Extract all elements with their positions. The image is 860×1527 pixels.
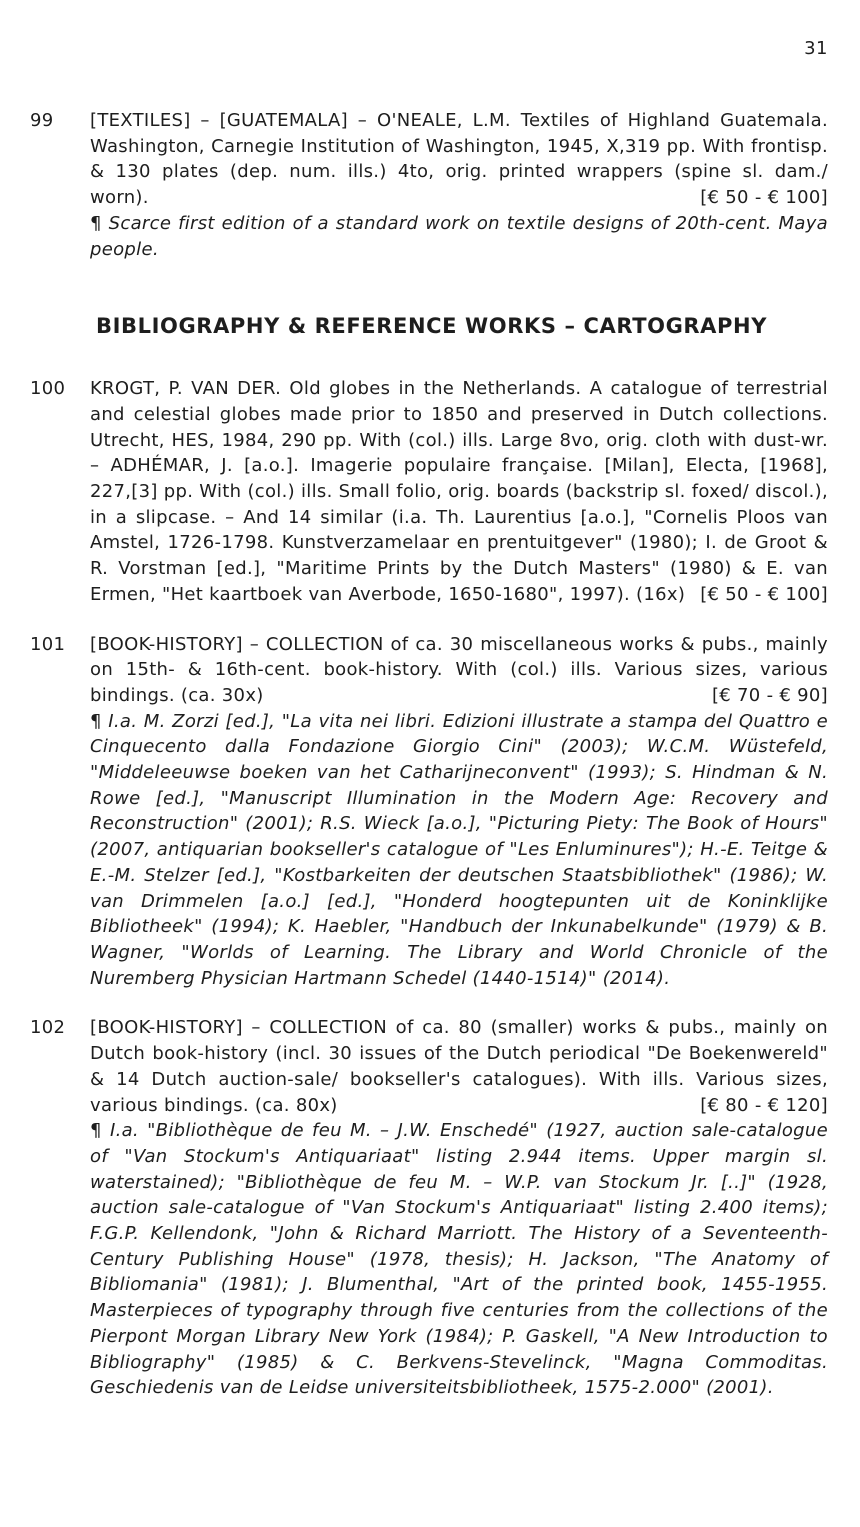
lot-estimate: [€ 70 - € 90] bbox=[711, 684, 828, 706]
lot-description-block bbox=[90, 108, 828, 211]
pilcrow-icon: ¶ bbox=[90, 710, 102, 732]
lot-description: [TEXTILES] – [GUATEMALA] – O'NEALE, L.M. Textiles of Highland Guatemala. Washington, Carnegie Institution of Washington, 1945, X,319 pp. With frontisp. & 130 plates (dep. num. ills.) 4to, orig. printed wrappers (spine sl. dam./ worn). bbox=[90, 110, 828, 209]
lot-101 bbox=[30, 632, 828, 992]
catalogue-content bbox=[30, 108, 828, 1425]
lot-description: [BOOK-HISTORY] – COLLECTION of ca. 80 (smaller) works & pubs., mainly on Dutch book-history (incl. 30 issues of the Dutch periodical "De Boekenwereld" & 14 Dutch auction-sale/ bookseller's catalogues). With ills. Various sizes, various bindings. (ca. 80x) bbox=[90, 1017, 828, 1116]
lot-body bbox=[90, 108, 828, 262]
lot-99 bbox=[30, 108, 828, 262]
lot-note-text: I.a. "Bibliothèque de feu M. – J.W. Enschedé" (1927, auction sale-catalogue of "Van Stockum's Antiquariaat" listing 2.944 items. Upper margin sl. waterstained); "Bibliothèque de feu M. – W.P. van Stockum Jr. [..]" (1928, auction sale-catalogue of "Van Stockum's Antiquariaat" listing 2.400 items); F.G.P. Kellendonk, "John & Richard Marriott. The History of a Seventeenth-Century Publishing House" (1978, thesis); H. Jackson, "The Anatomy of Bibliomania" (1981); J. Blumenthal, "Art of the printed book, 1455-1955. Masterpieces of typography through five centuries from the collections of the Pierpont Morgan Library New York (1984); P. Gaskell, "A New Introduction to Bibliography" (1985) & C. Berkvens-Stevelinck, "Magna Commoditas. Geschiedenis van de Leidse universiteitsbibliotheek, 1575-2.000" (2001). bbox=[90, 1120, 828, 1399]
lot-estimate: [€ 50 - € 100] bbox=[700, 187, 828, 209]
lot-number: 102 bbox=[30, 1017, 66, 1039]
pilcrow-icon: ¶ bbox=[90, 212, 102, 234]
lot-description-block bbox=[90, 632, 828, 709]
lot-estimate: [€ 80 - € 120] bbox=[700, 1094, 828, 1116]
lot-estimate: [€ 50 - € 100] bbox=[700, 583, 828, 605]
lot-note-text: Scarce first edition of a standard work on textile designs of 20th-cent. Maya people. bbox=[90, 212, 828, 260]
lot-body bbox=[90, 376, 828, 607]
lot-number: 99 bbox=[30, 110, 54, 131]
lot-body bbox=[90, 632, 828, 992]
lot-note bbox=[90, 1118, 828, 1401]
lot-description-block bbox=[90, 1015, 828, 1118]
lot-100 bbox=[30, 376, 828, 607]
lot-number: 100 bbox=[30, 378, 66, 400]
section-heading: BIBLIOGRAPHY & REFERENCE WORKS – CARTOGRAPHY bbox=[96, 314, 768, 339]
lot-description: [BOOK-HISTORY] – COLLECTION of ca. 30 miscellaneous works & pubs., mainly on 15th- & 16th-cent. book-history. With (col.) ills. Various sizes, various bindings. (ca. 30x) bbox=[90, 633, 828, 706]
page-number: 31 bbox=[804, 38, 828, 59]
lot-102 bbox=[30, 1015, 828, 1401]
pilcrow-icon: ¶ bbox=[90, 1120, 102, 1142]
lot-description-block bbox=[90, 376, 828, 607]
lot-note bbox=[90, 709, 828, 992]
lot-number: 101 bbox=[30, 633, 66, 655]
lot-note-text: I.a. M. Zorzi [ed.], "La vita nei libri. Edizioni illustrate a stampa del Quattro e Cinquecento dalla Fondazione Giorgio Cini" (2003); W.C.M. Wüstefeld, "Middeleeuwse boeken van het Catharijneconvent" (1993); S. Hindman & N. Rowe [ed.], "Manuscript Illumination in the Modern Age: Recovery and Reconstruction" (2001); R.S. Wieck [a.o.], "Picturing Piety: The Book of Hours" (2007, antiquarian bookseller's catalogue of "Les Enluminures"); H.-E. Teitge & E.-M. Stelzer [ed.], "Kostbarkeiten der deutschen Staatsbibliothek" (1986); W. van Drimmelen [a.o.] [ed.], "Honderd hoogtepunten uit de Koninklijke Bibliotheek" (1994); K. Haebler, "Handbuch der Inkunabelkunde" (1979) & B. Wagner, "Worlds of Learning. The Library and World Chronicle of the Nuremberg Physician Hartmann Schedel (1440-1514)" (2014). bbox=[90, 710, 828, 989]
lot-body bbox=[90, 1015, 828, 1401]
lot-description: KROGT, P. VAN DER. Old globes in the Netherlands. A catalogue of terrestrial and celestial globes made prior to 1850 and preserved in Dutch collections. Utrecht, HES, 1984, 290 pp. With (col.) ills. Large 8vo, orig. cloth with dust-wr. – ADHÉMAR, J. [a.o.]. Imagerie populaire française. [Milan], Electa, [1968], 227,[3] pp. With (col.) ills. Small folio, orig. boards (backstrip sl. foxed/ discol.), in a slipcase. – And 14 similar (i.a. Th. Laurentius [a.o.], "Cornelis Ploos van Amstel, 1726-1798. Kunstverzamelaar en prentuitgever" (1980); I. de Groot & R. Vorstman [ed.], "Maritime Prints by the Dutch Masters" (1980) & E. van Ermen, "Het kaartboek van Averbode, 1650-1680", 1997). (16x) bbox=[90, 378, 828, 605]
lot-note bbox=[90, 211, 828, 262]
